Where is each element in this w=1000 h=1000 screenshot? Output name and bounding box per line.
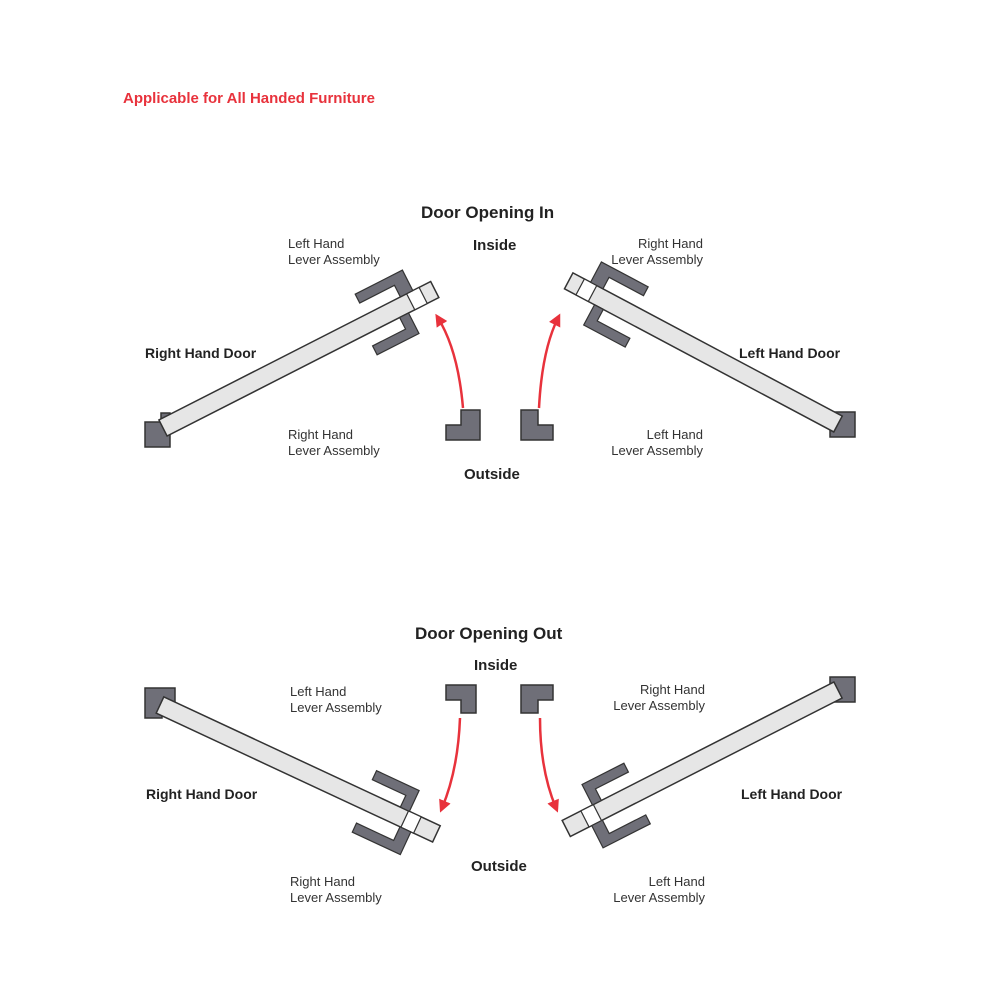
out-left-door-leaf (156, 697, 440, 842)
out-right-frame-stop (521, 685, 553, 713)
opening-out-inside-label: Inside (474, 657, 518, 674)
in-right-swing-arrow (539, 318, 558, 408)
opening-in-title: Door Opening In (421, 203, 555, 222)
opening-in-bottom-right-lever-label: Left Hand Lever Assembly (611, 427, 703, 458)
out-left-frame-stop (446, 685, 476, 713)
opening-in-right-hand-door-label: Right Hand Door (145, 345, 257, 361)
opening-out-top-right-lever-label: Right Hand Lever Assembly (613, 682, 705, 713)
out-right-swing-arrow (540, 718, 556, 808)
opening-in-top-left-lever-label: Left Hand Lever Assembly (288, 236, 380, 267)
out-left-swing-arrow (442, 718, 460, 808)
opening-in-inside-label: Inside (473, 237, 517, 254)
page-heading: Applicable for All Handed Furniture (123, 90, 375, 107)
opening-in-top-right-lever-label: Right Hand Lever Assembly (611, 236, 703, 267)
opening-out-right-hand-door-label: Right Hand Door (146, 786, 258, 802)
opening-in-left-hand-door-label: Left Hand Door (739, 345, 841, 361)
opening-out-left-hand-door-label: Left Hand Door (741, 786, 843, 802)
opening-out-top-left-lever-label: Left Hand Lever Assembly (290, 684, 382, 715)
opening-out-bottom-right-lever-label: Left Hand Lever Assembly (613, 874, 705, 905)
opening-out-title: Door Opening Out (415, 624, 563, 643)
opening-in-outside-label: Outside (464, 466, 520, 483)
opening-out-bottom-left-lever-label: Right Hand Lever Assembly (290, 874, 382, 905)
in-left-frame-stop (446, 410, 480, 440)
in-right-frame-stop (521, 410, 553, 440)
in-left-swing-arrow (438, 318, 463, 408)
opening-in-bottom-left-lever-label: Right Hand Lever Assembly (288, 427, 380, 458)
opening-out-outside-label: Outside (471, 858, 527, 875)
